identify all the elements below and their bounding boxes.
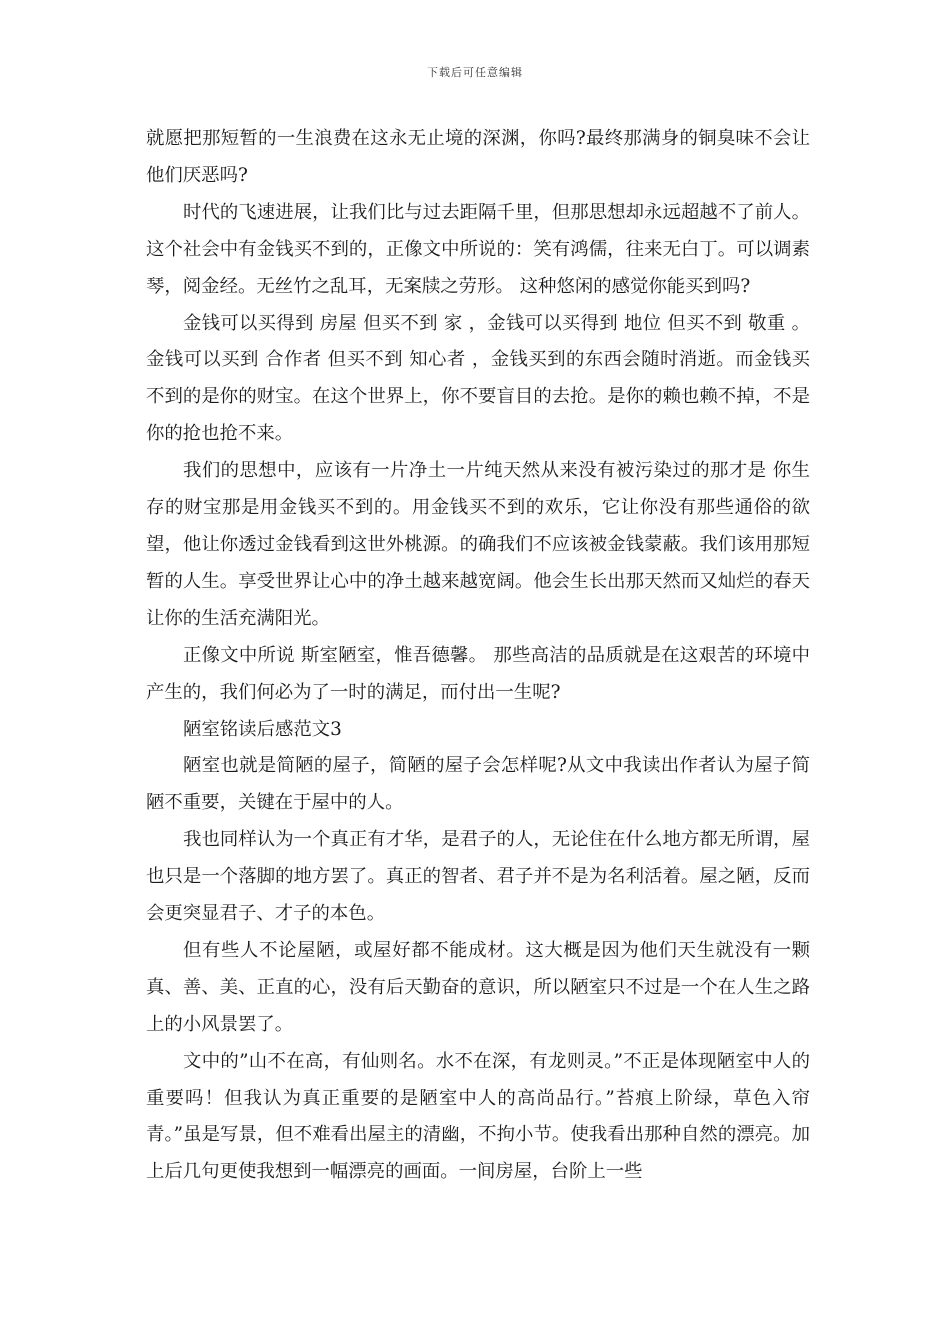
document-body [146, 121, 810, 1191]
paragraph: 我也同样认为一个真正有才华，是君子的人，无论住在什么地方都无所谓，屋也只是一个落脚的地方罢了。真正的智者、君子并不是为名利活着。屋之陋，反而会更突显君子、才子的本色。 [146, 829, 810, 925]
paragraph: 文中的”山不在高，有仙则名。水不在深，有龙则灵。”不正是体现陋室中人的重要吗！但我认为真正重要的是陋室中人的高尚品行。”苔痕上阶绿，草色入帘青。”虽是写景，但不难看出屋主的清幽，不拘小节。使我看出那种自然的漂亮。加上后几句更使我想到一幅漂亮的画面。一间房屋，台阶上一些 [146, 1050, 810, 1183]
paragraph: 就愿把那短暂的一生浪费在这永无止境的深渊，你吗?最终那满身的铜臭味不会让他们厌恶吗? [146, 128, 810, 186]
page-header: 下载后可任意编辑 [427, 66, 523, 79]
paragraph: 我们的思想中，应该有一片净土一片纯天然从来没有被污染过的那才是 你生存的财宝那是用金钱买不到的。用金钱买不到的欢乐，它让你没有那些通俗的欲望，他让你透过金钱看到这世外桃源。的确我们不应该被金钱蒙蔽。我们该用那短暂的人生。享受世界让心中的净土越来越宽阔。他会生长出那天然而又灿烂的春天让你的生活充满阳光。 [146, 460, 810, 629]
paragraph: 金钱可以买得到 房屋 但买不到 家 ，金钱可以买得到 地位 但买不到 敬重 。金钱可以买到 合作者 但买不到 知心者 ，金钱买到的东西会随时消逝。而金钱买不到的是你的财宝。在这个世界上，你不要盲目的去抢。是你的赖也赖不掉，不是你的抢也抢不来。 [146, 312, 810, 445]
paragraph: 陋室也就是简陋的屋子，简陋的屋子会怎样呢?从文中我读出作者认为屋子简陋不重要，关键在于屋中的人。 [146, 755, 810, 814]
paragraph: 但有些人不论屋陋，或屋好都不能成材。这大概是因为他们天生就没有一颗真、善、美、正直的心，没有后天勤奋的意识，所以陋室只不过是一个在人生之路上的小风景罢了。 [146, 939, 810, 1035]
section-heading: 陋室铭读后感范文3 [183, 718, 342, 740]
paragraph: 正像文中所说 斯室陋室，惟吾德馨。 那些高洁的品质就是在这艰苦的环境中产生的，我们何必为了一时的满足，而付出一生呢? [146, 644, 810, 703]
paragraph: 时代的飞速进展，让我们比与过去距隔千里，但那思想却永远超越不了前人。这个社会中有金钱买不到的，正像文中所说的：笑有鸿儒，往来无白丁。可以调素琴，阅金经。无丝竹之乱耳，无案牍之劳形。 这种悠闲的感觉你能买到吗? [146, 201, 810, 297]
